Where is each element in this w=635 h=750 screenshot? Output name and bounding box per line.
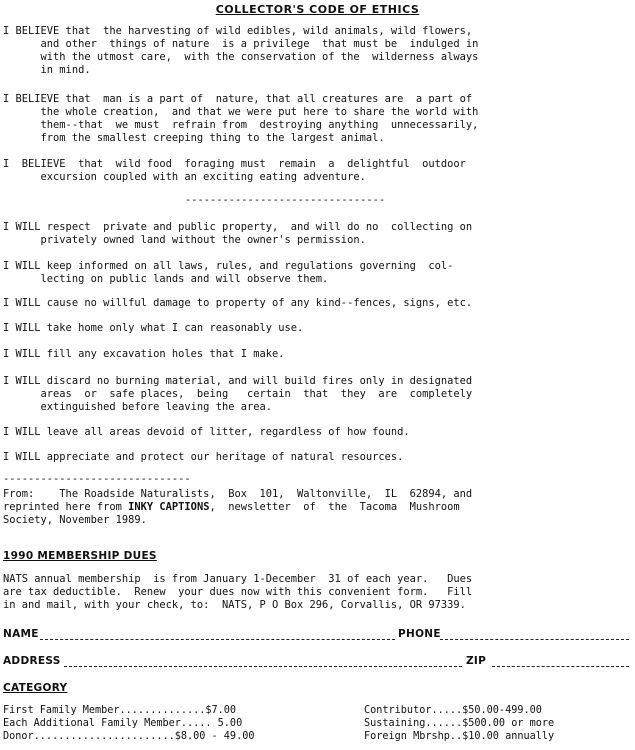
believe-3-line-1: I BELIEVE that wild food foraging must remain a delightful outdoor	[3, 158, 466, 170]
category-sustaining: Sustaining......$500.00 or more	[364, 718, 555, 729]
believe-2-line-1: I BELIEVE that man is a part of nature, that all creatures are a part of	[3, 93, 473, 105]
address-label: ADDRESS	[3, 655, 61, 667]
will-2-line-1: I WILL keep informed on all laws, rules, and regulations governing col-	[3, 260, 454, 272]
phone-label: PHONE	[398, 628, 441, 640]
category-first-family: First Family Member..............$7.00	[3, 705, 237, 716]
name-label: NAME	[3, 628, 39, 640]
category-additional-family: Each Additional Family Member..... 5.00	[3, 718, 243, 729]
will-7-line-1: I WILL leave all areas devoid of litter, regardless of how found.	[3, 426, 410, 438]
membership-paragraph-line-1: NATS annual membership is from January 1-December 31 of each year. Dues	[3, 573, 473, 585]
will-3-line-1: I WILL cause no willful damage to property of any kind--fences, signs, etc.	[3, 297, 473, 309]
category-contributor: Contributor.....$50.00-499.00	[364, 705, 542, 716]
believe-3-line-2: excursion coupled with an exciting eating adventure.	[3, 171, 366, 183]
believe-1-line-2: and other things of nature is a privilege that must be indulged in	[3, 38, 479, 50]
address-field[interactable]	[64, 666, 462, 667]
section-divider: --------------------------------	[185, 194, 386, 206]
zip-label: ZIP	[466, 655, 487, 667]
source-line-2	[3, 501, 460, 514]
source-line-2-pre: reprinted here from	[3, 501, 129, 513]
source-rule: ------------------------------	[3, 473, 191, 485]
believe-1-line-4: in mind.	[3, 64, 91, 76]
will-6-line-3: extinguished before leaving the area.	[3, 401, 272, 413]
will-5-line-1: I WILL fill any excavation holes that I make.	[3, 348, 285, 360]
will-4-line-1: I WILL take home only what I can reasonably use.	[3, 322, 304, 334]
categories-left	[3, 704, 254, 743]
source-line-2-post: , newsletter of the Tacoma Mushroom	[209, 501, 460, 513]
categories-right	[364, 704, 554, 743]
membership-paragraph-line-3: in and mail, with your check, to: NATS, P O Box 296, Corvallis, OR 97339.	[3, 599, 466, 611]
will-1-line-1: I WILL respect private and public property, and will do no collecting on	[3, 221, 473, 233]
category-foreign: Foreign Mbrshp..$10.00 annually	[364, 731, 555, 742]
will-6-line-2: areas or safe places, being certain that they are completely	[3, 388, 473, 400]
page-title: COLLECTOR'S CODE OF ETHICS	[215, 3, 420, 16]
category-heading: CATEGORY	[3, 682, 68, 694]
will-1-line-2: privately owned land without the owner's permission.	[3, 234, 366, 246]
source-line-1: From: The Roadside Naturalists, Box 101, Waltonville, IL 62894, and	[3, 488, 473, 500]
name-field[interactable]	[40, 639, 395, 640]
membership-paragraph-line-2: are tax deductible. Renew your dues now with this convenient form. Fill	[3, 586, 473, 598]
will-6-line-1: I WILL discard no burning material, and will build fires only in designated	[3, 375, 473, 387]
source-line-3: Society, November 1989.	[3, 514, 147, 526]
will-2-line-2: lecting on public lands and will observe them.	[3, 273, 329, 285]
category-donor: Donor.......................$8.00 - 49.00	[3, 731, 255, 742]
believe-2-line-4: from the smallest creeping thing to the largest animal.	[3, 132, 385, 144]
believe-2-line-2: the whole creation, and that we were put here to share the world with	[3, 106, 479, 118]
will-8-line-1: I WILL appreciate and protect our heritage of natural resources.	[3, 451, 404, 463]
membership-heading: 1990 MEMBERSHIP DUES	[3, 550, 157, 562]
believe-2-line-3: them--that we must refrain from destroying anything unnecessarily,	[3, 119, 479, 131]
zip-field[interactable]	[492, 666, 629, 667]
believe-1-line-3: with the utmost care, with the conservation of the wilderness always	[3, 51, 479, 63]
phone-field[interactable]	[440, 639, 629, 640]
newsletter-name: INKY CAPTIONS	[128, 501, 210, 513]
believe-1-line-1: I BELIEVE that the harvesting of wild edibles, wild animals, wild flowers,	[3, 25, 473, 37]
